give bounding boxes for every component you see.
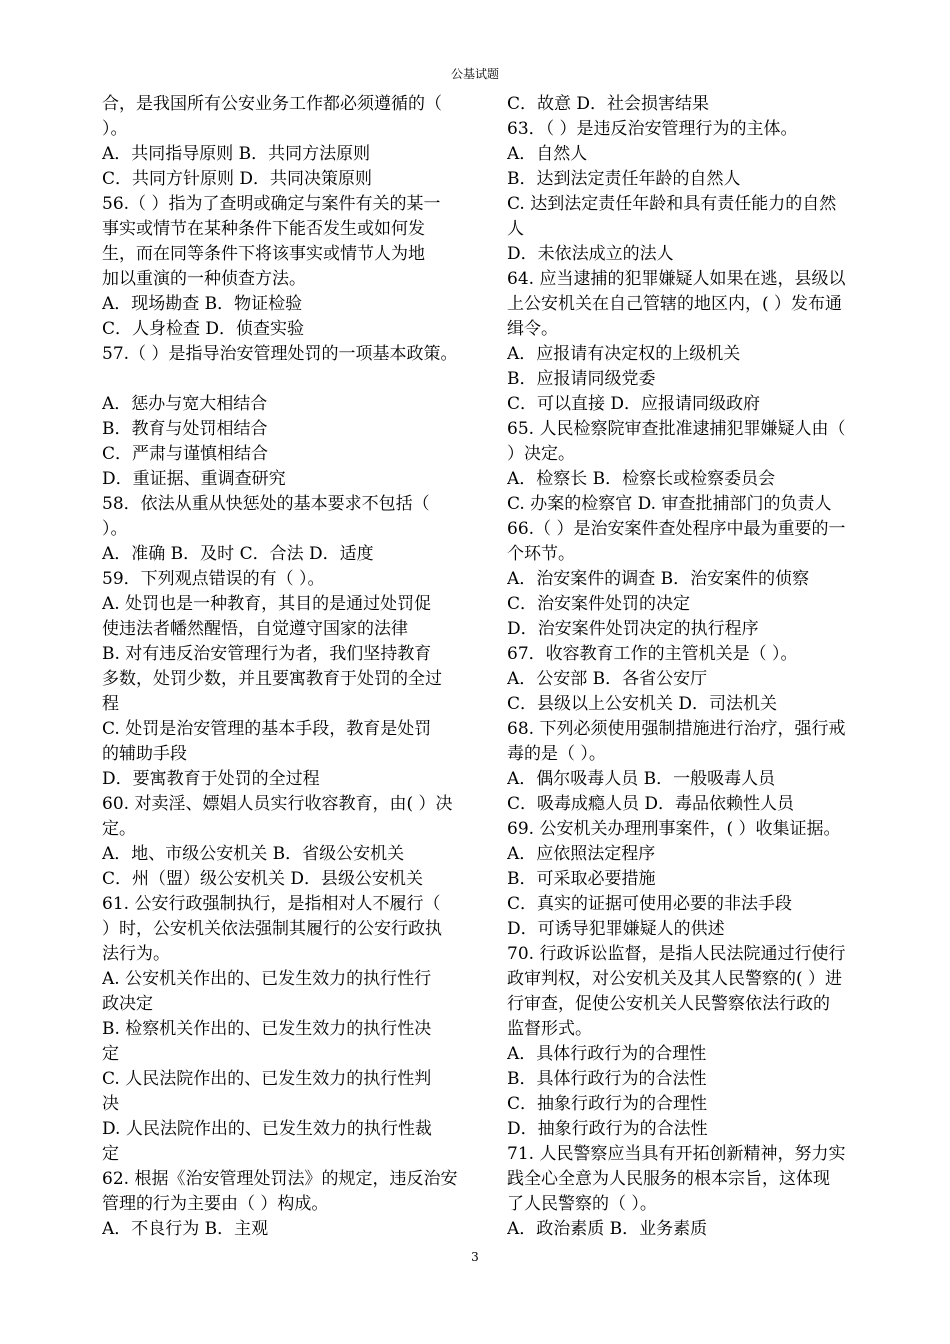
text-line: ）决定。 [507,444,575,464]
text-line: D．抽象行政行为的合法性 [507,1119,708,1139]
text-line: A．现场勘查 B．物证检验 [102,294,303,314]
text-line: A．公安部 B．各省公安厅 [507,669,708,689]
left-column [102,92,480,1242]
text-line: 多数，处罚少数，并且要寓教育于处罚的全过 [102,669,442,689]
text-line: C．故意 D．社会损害结果 [507,94,710,114]
text-line: A．具体行政行为的合理性 [507,1044,707,1064]
text-line: B. 对有违反治安管理行为者，我们坚持教育 [102,644,432,664]
right-column [507,92,885,1242]
text-line: D．治安案件处罚决定的执行程序 [507,619,759,639]
text-line: ）时，公安机关依法强制其履行的公安行政执 [102,919,442,939]
text-line: 63．（ ）是违反治安管理行为的主体。 [507,119,798,139]
text-line: 人 [507,219,524,239]
text-line: C．吸毒成瘾人员 D．毒品依赖性人员 [507,794,795,814]
text-line: 定。 [102,819,136,839]
text-line: A．共同指导原则 B．共同方法原则 [102,144,371,164]
text-line: 政决定 [102,994,153,1014]
text-line: 67．收容教育工作的主管机关是（ ）。 [507,644,798,664]
text-line: 上公安机关在自己管辖的地区内，( ）发布通 [507,294,843,314]
text-line: 加以重演的一种侦查方法。 [102,269,306,289]
text-line: C．人身检查 D．侦查实验 [102,319,305,339]
text-line: B．教育与处罚相结合 [102,419,268,439]
text-line: 法行为。 [102,944,170,964]
text-line: D．未依法成立的法人 [507,244,674,264]
text-line: A．自然人 [507,144,588,164]
text-line: B．达到法定责任年龄的自然人 [507,169,741,189]
page-header: 公基试题 [450,67,499,81]
text-line: 了人民警察的（ ）。 [507,1194,657,1214]
text-line: 68. 下列必须使用强制措施进行治疗，强行戒 [507,719,846,739]
text-line: A．惩办与宽大相结合 [102,394,268,414]
text-line: C．严肃与谨慎相结合 [102,444,269,464]
text-line: 事实或情节在某种条件下能否发生或如何发 [102,219,425,239]
text-line: 决 [102,1094,119,1114]
text-line: 程 [102,694,119,714]
text-line: C．真实的证据可使用必要的非法手段 [507,894,793,914]
text-line: D. 人民法院作出的、已发生效力的执行性裁 [102,1119,432,1139]
text-line: ）。 [102,119,128,139]
text-line: 践全心全意为人民服务的根本宗旨，这体现 [507,1169,830,1189]
text-line: A．应报请有决定权的上级机关 [507,344,741,364]
text-line: A．地、市级公安机关 B．省级公安机关 [102,844,405,864]
text-line: A．治安案件的调查 B．治安案件的侦察 [507,569,810,589]
text-line [102,367,480,392]
text-line: B．具体行政行为的合法性 [507,1069,707,1089]
text-line: A．应依照法定程序 [507,844,656,864]
text-line: A．偶尔吸毒人员 B．一般吸毒人员 [507,769,776,789]
text-line: C. 达到法定责任年龄和具有责任能力的自然 [507,194,837,214]
text-line: C．抽象行政行为的合理性 [507,1094,708,1114]
text-line: A．不良行为 B．主观 [102,1219,269,1239]
text-line: 70. 行政诉讼监督，是指人民法院通过行使行 [507,944,846,964]
text-line: 合，是我国所有公安业务工作都必须遵循的（ [102,94,442,114]
text-line: 61. 公安行政强制执行，是指相对人不履行（ [102,894,441,914]
text-line: D．要寓教育于处罚的全过程 [102,769,320,789]
text-line: 行审查，促使公安机关人民警察依法行政的 [507,994,830,1014]
text-line: 56.（ ）指为了查明或确定与案件有关的某一 [102,194,441,214]
text-line: C．可以直接 D．应报请同级政府 [507,394,761,414]
text-line: 毒的是（ ）。 [507,744,606,764]
text-line: B. 检察机关作出的、已发生效力的执行性决 [102,1019,432,1039]
text-line: 政审判权，对公安机关及其人民警察的( ）进 [507,969,843,989]
page-number: 3 [471,1250,479,1264]
text-line: C．县级以上公安机关 D．司法机关 [507,694,778,714]
text-line: 64. 应当逮捕的犯罪嫌疑人如果在逃，县级以 [507,269,846,289]
text-line: 62. 根据《治安管理处罚法》的规定，违反治安 [102,1169,458,1189]
text-line: 定 [102,1044,119,1064]
text-line: A. 处罚也是一种教育，其目的是通过处罚促 [102,594,432,614]
text-line: A．检察长 B．检察长或检察委员会 [507,469,776,489]
text-line: B．应报请同级党委 [507,369,656,389]
text-line: 57.（ ）是指导治安管理处罚的一项基本政策。 [102,344,458,364]
text-line: 个环节。 [507,544,575,564]
text-line: 71. 人民警察应当具有开拓创新精神，努力实 [507,1144,846,1164]
text-line: 使违法者幡然醒悟，自觉遵守国家的法律 [102,619,408,639]
text-line: A. 公安机关作出的、已发生效力的执行性行 [102,969,432,989]
text-line: 58．依法从重从快惩处的基本要求不包括（ [102,494,430,514]
text-line: ）。 [102,519,128,539]
text-line: 65. 人民检察院审查批准逮捕犯罪嫌疑人由（ [507,419,846,439]
text-line: D．可诱导犯罪嫌疑人的供述 [507,919,725,939]
text-line: 监督形式。 [507,1019,592,1039]
text-line: C．共同方针原则 D．共同决策原则 [102,169,373,189]
text-line: 60. 对卖淫、嫖娼人员实行收容教育，由( ）决 [102,794,453,814]
text-line: 生，而在同等条件下将该事实或情节人为地 [102,244,425,264]
text-line: 定 [102,1144,119,1164]
text-line: C．治安案件处罚的决定 [507,594,691,614]
text-line: C. 办案的检察官 D. 审查批捕部门的负责人 [507,494,832,514]
text-line: B．可采取必要措施 [507,869,656,889]
text-line: 的辅助手段 [102,744,187,764]
text-line: C. 人民法院作出的、已发生效力的执行性判 [102,1069,432,1089]
text-line: 59．下列观点错误的有（ ）。 [102,569,325,589]
text-line: C. 处罚是治安管理的基本手段，教育是处罚 [102,719,432,739]
text-line: A．准确 B．及时 C．合法 D．适度 [102,544,374,564]
text-line: 69. 公安机关办理刑事案件，( ）收集证据。 [507,819,841,839]
text-line: 66.（ ）是治安案件查处程序中最为重要的一 [507,519,846,539]
text-line: C．州（盟）级公安机关 D．县级公安机关 [102,869,424,889]
text-line: 缉令。 [507,319,558,339]
text-line: A．政治素质 B．业务素质 [507,1219,708,1239]
text-line: 管理的行为主要由（ ）构成。 [102,1194,329,1214]
text-line: D．重证据、重调查研究 [102,469,286,489]
